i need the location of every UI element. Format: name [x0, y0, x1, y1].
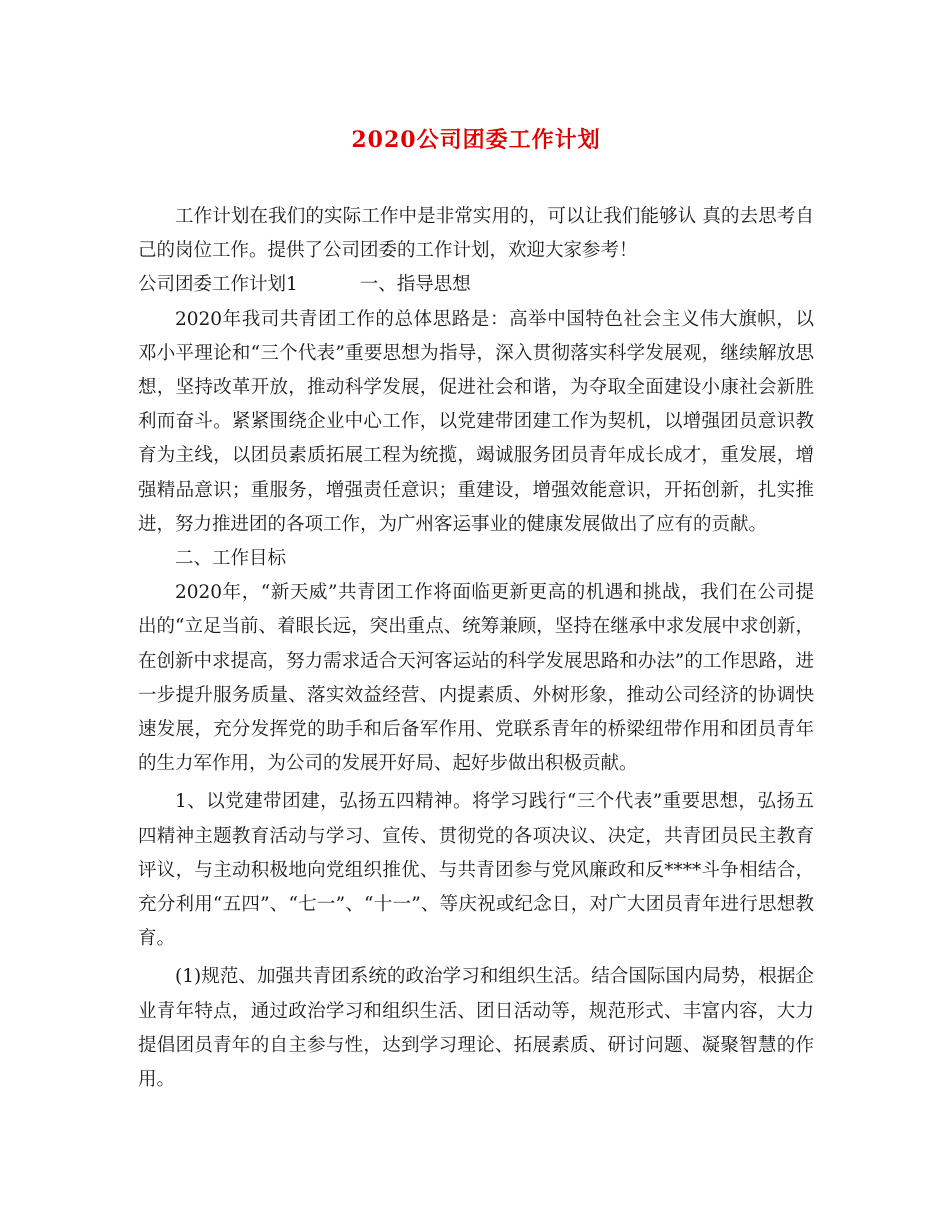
item1-sub1-paragraph: (1)规范、加强共青团系统的政治学习和组织生活。结合国际国内局势，根据企业青年特点，通过政治学习和组织生活、团日活动等，规范形式、丰富内容，大力提倡团员青年的自主参与性，达到学习理论、拓展素质、研讨问题、凝聚智慧的作用。 [138, 966, 814, 1091]
plan-heading-line [138, 268, 814, 302]
section2-heading: 二、工作目标 [175, 548, 287, 570]
section2-paragraph: 2020年，“新天威”共青团工作将面临更新更高的机遇和挑战，我们在公司提出的“立足当前、着眼长远，突出重点、统筹兼顾，坚持在继承中求发展中求创新，在创新中求提高，努力需求适合天河客运站的科学发展思路和办法”的工作思路，进一步提升服务质量、落实效益经营、内提素质、外树形象，推动公司经济的协调快速发展，充分发挥党的助手和后备军作用、党联系青年的桥梁纽带作用和团员青年的生力军作用，为公司的发展开好局、起好步做出积极贡献。 [138, 582, 814, 775]
plan-label: 公司团委工作计划1 [138, 274, 298, 296]
section1-paragraph: 2020年我司共青团工作的总体思路是：高举中国特色社会主义伟大旗帜，以邓小平理论和“三个代表”重要思想为指导，深入贯彻落实科学发展观，继续解放思想，坚持改革开放，推动科学发展，促进社会和谐，为夺取全面建设小康社会新胜利而奋斗。紧紧围绕企业中心工作，以党建带团建工作为契机，以增强团员意识教育为主线，以团员素质拓展工程为统揽，竭诚服务团员青年成长成才，重发展，增强精品意识；重服务，增强责任意识；重建设，增强效能意识，开拓创新，扎实推进，努力推进团的各项工作，为广州客运事业的健康发展做出了应有的贡献。 [138, 308, 814, 535]
item1-paragraph: 1、以党建带团建，弘扬五四精神。将学习践行“三个代表”重要思想，弘扬五四精神主题教育活动与学习、宣传、贯彻党的各项决议、决定，共青团员民主教育评议，与主动积极地向党组织推优、与共青团参与党风廉政和反****斗争相结合，充分利用“五四”、“七一”、“十一”、等庆祝或纪念日，对广大团员青年进行思想教育。 [138, 791, 814, 950]
intro-paragraph: 工作计划在我们的实际工作中是非常实用的，可以让我们能够认 真的去思考自己的岗位工作。提供了公司团委的工作计划，欢迎大家参考！ [138, 206, 814, 262]
section1-heading: 一、指导思想 [359, 274, 471, 296]
document-body [138, 200, 814, 1097]
document-title: 2020公司团委工作计划 [351, 127, 601, 153]
